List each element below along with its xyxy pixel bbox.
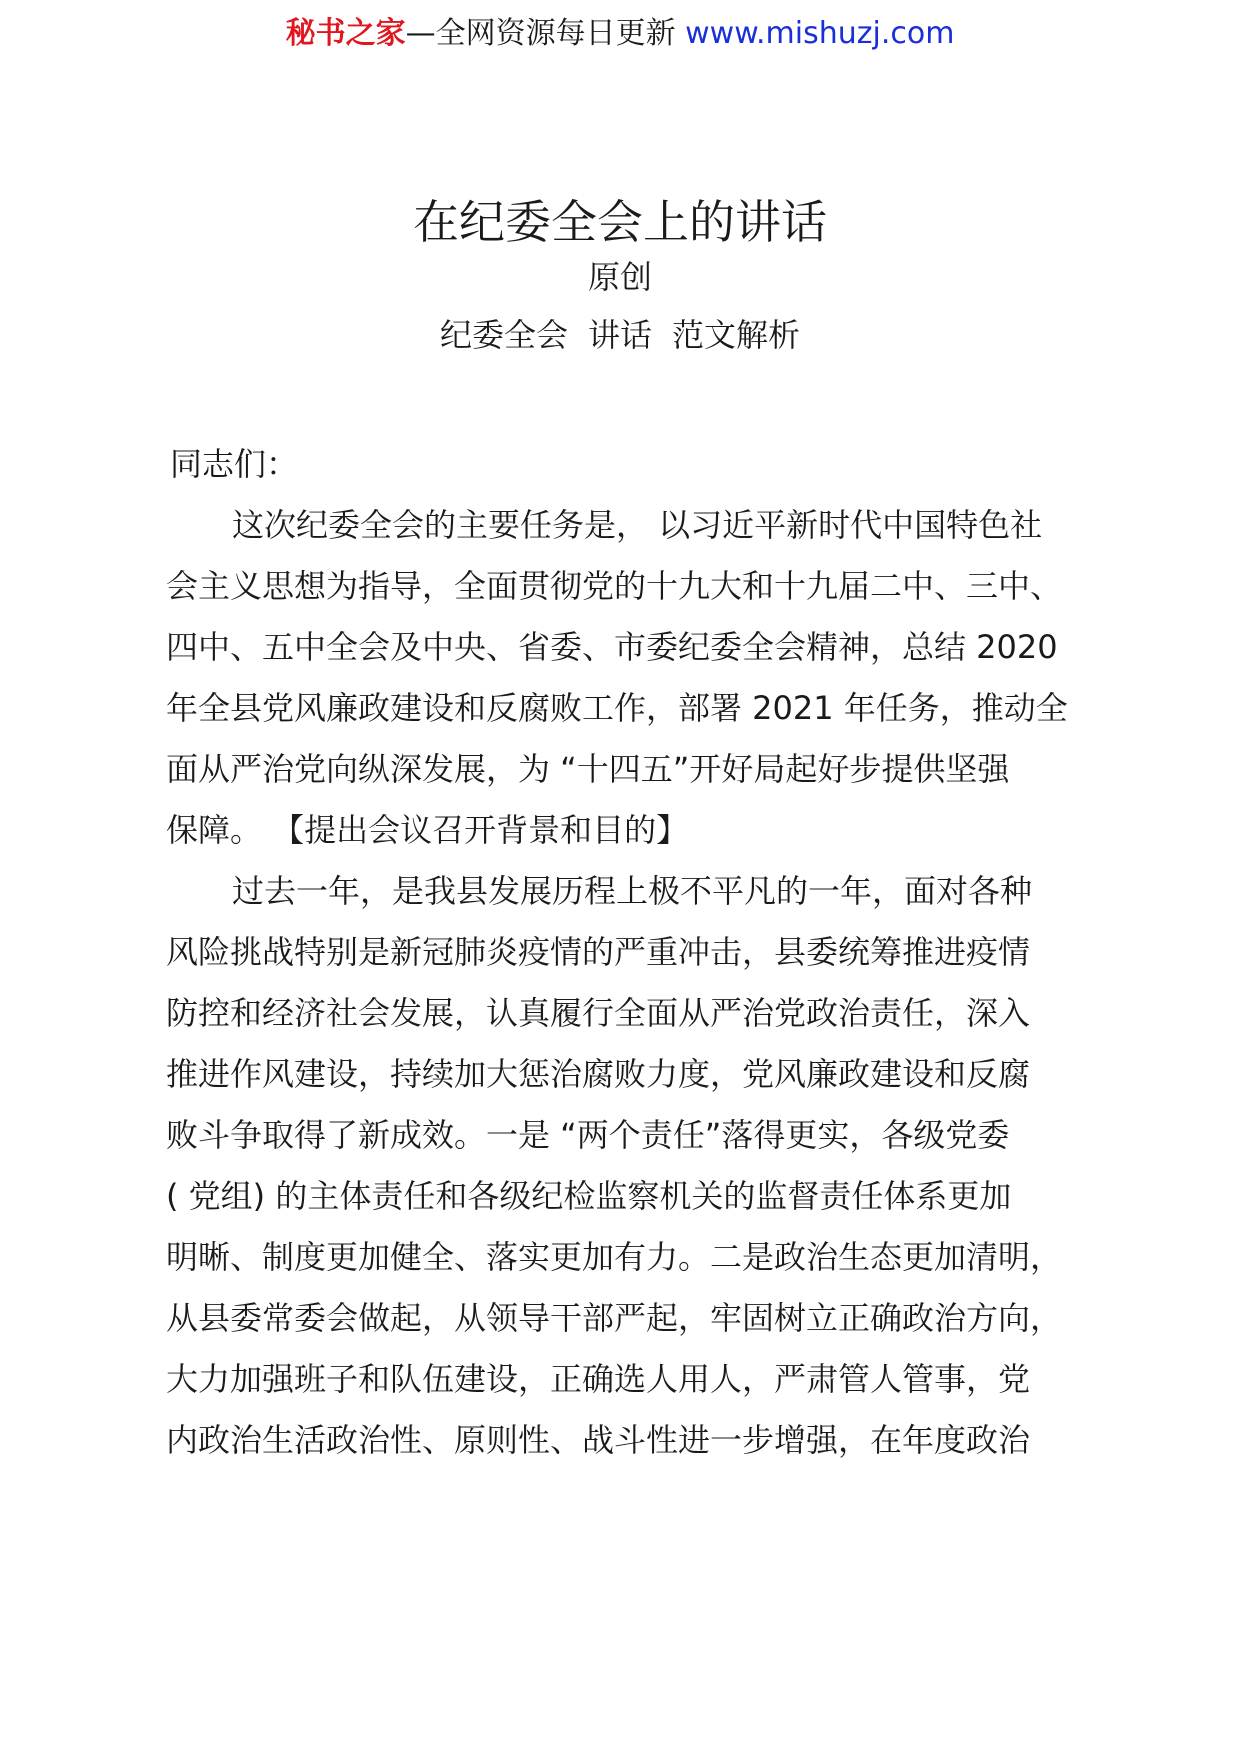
tag-item: 纪委全会 <box>439 316 568 354</box>
site-tagline: —全网资源每日更新 <box>405 16 686 51</box>
paragraph-line: 从县委常委会做起，从领导干部严起，牢固树立正确政治方向， <box>166 1299 1063 1337</box>
paragraph-line: 四中、五中全会及中央、省委、市委纪委全会精神，总结 2020 <box>166 628 1058 666</box>
paragraph-line: 面从严治党向纵深发展，为 “十四五”开好局起好步提供坚强 <box>166 750 1010 788</box>
paragraph-line: 大力加强班子和队伍建设，正确选人用人，严肃管人管事，党 <box>166 1360 1031 1398</box>
document-body <box>166 434 1090 1471</box>
document-subtitle: 原创 <box>587 258 652 296</box>
site-brand: 秘书之家 <box>285 16 406 51</box>
salutation: 同志们： <box>170 445 299 483</box>
site-header <box>0 14 1240 54</box>
tag-item: 讲话 <box>587 316 652 354</box>
paragraph-line: 年全县党风廉政建设和反腐败工作，部署 2021 年任务，推动全 <box>166 689 1068 727</box>
tag-item: 范文解析 <box>672 316 801 354</box>
paragraph-line: 推进作风建设，持续加大惩治腐败力度，党风廉政建设和反腐 <box>166 1055 1031 1093</box>
paragraph-line: 会主义思想为指导，全面贯彻党的十九大和十九届二中、三中、 <box>166 567 1063 605</box>
paragraph-line: 过去一年，是我县发展历程上极不平凡的一年，面对各种 <box>232 872 1033 910</box>
document-title: 在纪委全会上的讲话 <box>413 195 827 249</box>
paragraph-line: ( 党组) 的主体责任和各级纪检监察机关的监督责任体系更加 <box>166 1177 1012 1215</box>
paragraph-line: 风险挑战特别是新冠肺炎疫情的严重冲击，县委统筹推进疫情 <box>166 933 1031 971</box>
paragraph-line: 明晰、制度更加健全、落实更加有力。二是政治生态更加清明， <box>166 1238 1063 1276</box>
site-url-link[interactable]: www.mishuzj.com <box>685 16 955 51</box>
paragraph-line: 败斗争取得了新成效。一是 “两个责任”落得更实，各级党委 <box>166 1116 1010 1154</box>
paragraph-line: 这次纪委全会的主要任务是， 以习近平新时代中国特色社 <box>232 506 1043 544</box>
document-tags <box>0 314 1240 356</box>
paragraph-line: 保障。 【提出会议召开背景和目的】 <box>166 811 689 849</box>
paragraph-line: 防控和经济社会发展，认真履行全面从严治党政治责任，深入 <box>166 994 1031 1032</box>
paragraph-line: 内政治生活政治性、原则性、战斗性进一步增强，在年度政治 <box>166 1421 1031 1459</box>
